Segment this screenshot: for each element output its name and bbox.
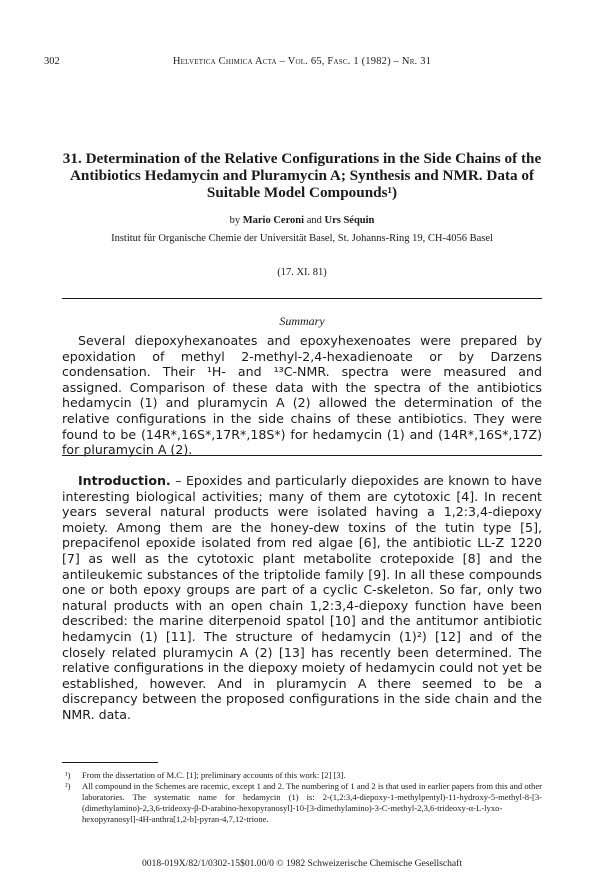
footnote-mark: ²) <box>65 781 71 791</box>
footnote <box>62 770 542 781</box>
summary-text: Several diepoxyhexanoates and epoxyhexenoates were prepared by epoxidation of methyl 2-methyl-2,4-hexadienoate or by Darzens condensation. Their ¹H- and ¹³C-NMR. spectra were measured and assigned. Comparison of these data with the spectra of the antibiotics hedamycin (1) and pluramycin A (2) allowed the determination of the relative configurations in the side chains of these antibiotics. They were found to be (14R*,16S*,17R*,18S*) for hedamycin (1) and (14R*,16S*,17Z) for pluramycin A (2). <box>62 333 542 458</box>
divider <box>62 298 542 299</box>
running-head: Helvetica Chimica Acta – Vol. 65, Fasc. 1 (1982) – Nr. 31 <box>172 56 432 67</box>
page-footer: 0018-019X/82/1/0302-15$01.00/0 © 1982 Schweizerische Chemische Gesellschaft <box>141 858 463 869</box>
by-word: by <box>229 215 241 226</box>
divider <box>62 455 542 456</box>
received-date: (17. XI. 81) <box>277 267 327 278</box>
footnote-mark: ¹) <box>65 770 71 780</box>
footnotes <box>62 770 542 825</box>
introduction-text: – Epoxides and particularly diepoxides are known to have interesting biological activities; many of them are cytotoxic [4]. In recent years several natural products were isolated having a 1,2:3,4-diepoxy moiety. Among them are the honey-dew toxins of the tutin type [5], prepacifenol epoxide isolated from red algae [6], the antibiotic LL-Z 1220 [7] as well as the cytotoxic plant metabolite crotepoxide [8] and the antileukemic substances of the triptolide family [9]. In all these compounds one or both epoxy groups are part of a cyclic C-skeleton. So far, only two natural products with an open chain 1,2:3,4-diepoxy function have been described: the marine diterpenoid spatol [10] and the antitumor antibiotic hedamycin (1) [11]. The structure of hedamycin (1)²) [12] and of the closely related pluramycin A (2) [13] has recently been determined. The relative configurations in the diepoxy moiety of hedamycin could not yet be established, however. And in pluramycin A there seemed to be a discrepancy between the proposed configurations in the side chain and the NMR. data. <box>62 473 542 722</box>
footnote-text: From the dissertation of M.C. [1]; preliminary accounts of this work: [2] [3]. <box>82 770 346 780</box>
summary-heading: Summary <box>279 314 325 328</box>
affiliation: Institut für Organische Chemie der Universität Basel, St. Johanns-Ring 19, CH-4056 Basel <box>111 233 493 244</box>
author-line <box>40 215 564 226</box>
footnote-text: All compound in the Schemes are racemic, except 1 and 2. The numbering of 1 and 2 is that used in earlier papers from this and other laboratories. The systematic name for hedamycin (1) is: 2-(1,2:3,4-diepoxy-1-methylpentyl)-11-hydroxy-5-methyl-8-[3-(dimethylamino)-2,3,6-trideoxy-β-D-arabino-hexopyranosyl]-10-[3-dimethylamino)-3-C-methyl-2,3,6-trideoxy-α-L-lyxo-hexopyranosyl]-4H-anthra[1,2-b]-pyran-4,7,12-trione. <box>82 781 542 824</box>
page-number: 302 <box>44 56 60 67</box>
author-name: Urs Séquin <box>324 215 375 226</box>
footnote <box>62 781 542 825</box>
and-word: and <box>306 215 322 226</box>
introduction-paragraph <box>62 473 542 723</box>
introduction-heading: Introduction. <box>78 473 171 488</box>
author-name: Mario Ceroni <box>242 215 305 226</box>
footnote-divider <box>62 762 158 763</box>
article-title: 31. Determination of the Relative Configurations in the Side Chains of the Antibiotics Hedamycin and Pluramycin A; Synthesis and NMR. Data of Suitable Model Compounds¹) <box>62 150 542 201</box>
page-header <box>44 56 560 70</box>
